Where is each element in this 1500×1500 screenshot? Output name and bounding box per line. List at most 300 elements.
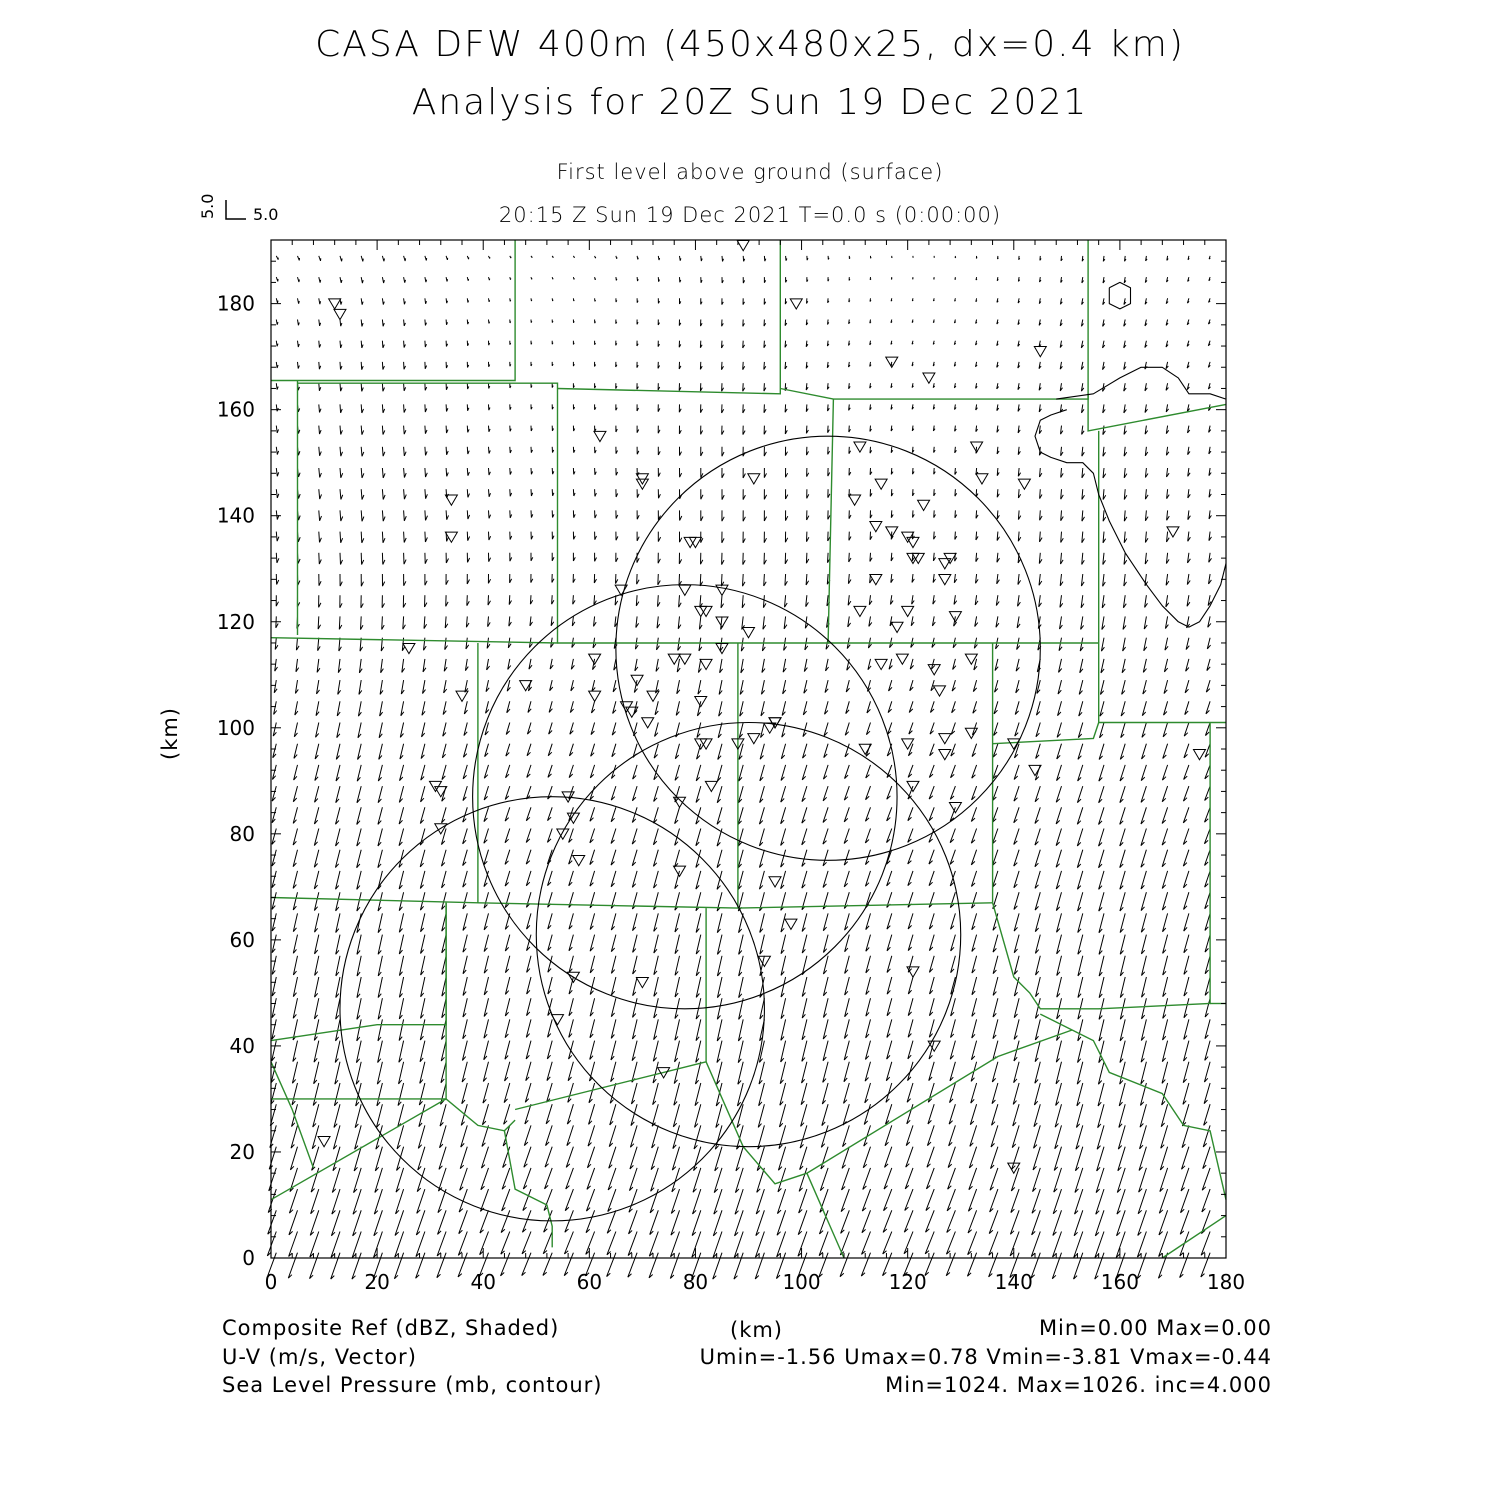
- wind-vector: [655, 701, 658, 715]
- wind-vector: [336, 913, 340, 932]
- wind-vector: [849, 256, 850, 259]
- wind-vector: [1120, 892, 1125, 911]
- wind-vector: [399, 829, 404, 846]
- wind-vector: [912, 341, 913, 345]
- wind-vector: [505, 850, 510, 865]
- wind-vector: [396, 1168, 404, 1192]
- wind-vector: [954, 383, 956, 388]
- wind-vector: [1124, 383, 1127, 391]
- wind-vector: [272, 850, 276, 866]
- wind-vector: [891, 489, 893, 496]
- station-marker-icon: [1018, 479, 1030, 489]
- wind-vector: [976, 383, 978, 388]
- wind-vector: [658, 574, 661, 585]
- wind-vector: [612, 744, 616, 757]
- wind-vector: [396, 1189, 404, 1214]
- wind-vector: [698, 680, 701, 694]
- wind-vector: [382, 341, 384, 348]
- station-marker-icon: [679, 654, 691, 664]
- wind-vector: [421, 913, 425, 931]
- wind-vector: [336, 786, 340, 803]
- wind-vector: [739, 935, 744, 955]
- wind-vector: [531, 574, 533, 583]
- wind-vector: [446, 510, 448, 519]
- wind-vector: [1120, 935, 1125, 955]
- x-tick-label: 120: [888, 1270, 927, 1294]
- wind-vector: [510, 426, 511, 432]
- wind-vector: [531, 510, 533, 517]
- vector-key-v-label: 5.0: [198, 193, 217, 219]
- wind-vector: [314, 892, 318, 910]
- wind-vector: [551, 616, 554, 625]
- wind-vector: [807, 489, 809, 498]
- wind-vector: [338, 659, 341, 673]
- wind-vector: [946, 1253, 955, 1276]
- wind-vector: [673, 1104, 679, 1127]
- wind-vector: [806, 320, 808, 326]
- wind-vector: [657, 616, 660, 628]
- wind-vector: [1039, 426, 1041, 434]
- wind-vector: [1057, 935, 1062, 954]
- wind-vector: [1187, 320, 1189, 325]
- wind-vector: [608, 1168, 616, 1190]
- wind-vector: [1082, 298, 1084, 304]
- wind-vector: [319, 341, 321, 348]
- wind-vector: [1057, 765, 1062, 781]
- wind-vector: [526, 829, 531, 843]
- wind-vector: [967, 1253, 976, 1277]
- wind-vector: [929, 956, 934, 973]
- wind-vector: [906, 1125, 913, 1145]
- county-boundary: [271, 383, 558, 643]
- wind-vector: [658, 532, 660, 542]
- wind-vector: [738, 1062, 743, 1085]
- wind-vector: [441, 1041, 446, 1062]
- wind-vector: [319, 404, 321, 412]
- station-marker-icon: [1193, 750, 1205, 760]
- wind-vector: [502, 1168, 510, 1189]
- wind-vector: [467, 320, 468, 325]
- wind-vector: [290, 1147, 297, 1170]
- wind-vector: [828, 426, 830, 433]
- wind-vector: [866, 765, 871, 778]
- y-tick-label: 0: [242, 1246, 255, 1270]
- wind-vector: [382, 256, 384, 261]
- wind-vector: [781, 977, 786, 997]
- wind-vector: [933, 298, 934, 301]
- wind-vector: [361, 341, 363, 348]
- wind-vector: [1166, 320, 1168, 326]
- station-marker-icon: [769, 877, 781, 887]
- wind-vector: [1145, 532, 1148, 543]
- wind-vector: [1055, 1125, 1062, 1148]
- wind-vector: [891, 447, 893, 453]
- wind-vector: [692, 1210, 701, 1235]
- wind-vector: [739, 977, 744, 998]
- x-tick-label: 80: [682, 1270, 709, 1294]
- wind-vector: [696, 956, 701, 976]
- wind-vector: [335, 1041, 340, 1063]
- wind-vector: [848, 616, 851, 627]
- wind-vector: [595, 489, 597, 496]
- footer-field3-label: Sea Level Pressure (mb, contour): [222, 1373, 603, 1397]
- wind-vector: [340, 574, 342, 586]
- wind-vector: [1137, 1232, 1146, 1258]
- wind-vector: [484, 807, 489, 821]
- wind-vector: [357, 935, 361, 955]
- wind-vector: [527, 744, 531, 756]
- wind-vector: [764, 404, 766, 412]
- wind-vector: [1120, 1062, 1126, 1084]
- wind-vector: [950, 829, 955, 843]
- wind-vector: [1082, 532, 1085, 543]
- wind-vector: [887, 935, 892, 951]
- wind-vector: [531, 489, 533, 496]
- wind-vector: [955, 404, 957, 409]
- wind-vector: [611, 913, 616, 930]
- wind-vector: [1162, 786, 1167, 802]
- wind-vector: [291, 1125, 298, 1148]
- wind-vector: [906, 1147, 913, 1168]
- wind-vector: [1162, 807, 1168, 823]
- wind-vector: [1035, 892, 1040, 910]
- wind-vector: [658, 595, 661, 606]
- wind-vector: [1160, 1168, 1168, 1192]
- wind-vector: [552, 256, 553, 258]
- wind-vector: [446, 320, 447, 325]
- wind-vector: [552, 447, 554, 453]
- wind-vector: [1184, 723, 1189, 737]
- wind-vector: [955, 468, 957, 475]
- wind-vector: [673, 1125, 680, 1148]
- wind-vector: [483, 1062, 488, 1082]
- station-marker-icon: [939, 559, 951, 569]
- wind-vector: [382, 532, 385, 543]
- wind-vector: [912, 404, 914, 409]
- wind-vector: [656, 659, 659, 672]
- wind-vector: [933, 341, 934, 345]
- wind-vector: [827, 362, 829, 368]
- wind-vector: [1018, 320, 1020, 325]
- wind-vector: [1099, 786, 1104, 803]
- wind-vector: [1205, 723, 1210, 736]
- wind-vector: [760, 786, 765, 803]
- wind-vector: [1141, 1062, 1147, 1084]
- map-subtitle: First level above ground (surface): [556, 160, 944, 184]
- wind-vector: [378, 956, 382, 976]
- wind-vector: [633, 977, 638, 996]
- wind-vector: [828, 277, 829, 281]
- wind-vector: [404, 426, 406, 435]
- wind-vector: [404, 510, 407, 521]
- wind-vector: [276, 320, 278, 325]
- wind-vector: [311, 1168, 319, 1192]
- wind-vector: [527, 913, 532, 929]
- wind-vector: [630, 1147, 637, 1169]
- station-marker-icon: [902, 606, 914, 616]
- wind-vector: [594, 616, 597, 626]
- wind-vector: [424, 638, 427, 651]
- wind-vector: [785, 426, 787, 434]
- wind-vector: [1080, 659, 1083, 673]
- wind-vector: [806, 404, 808, 411]
- wind-vector: [1096, 1168, 1104, 1193]
- wind-vector: [505, 786, 510, 799]
- wind-vector: [425, 341, 427, 347]
- wind-vector: [404, 468, 407, 478]
- axis-ticks: [217, 240, 1245, 1294]
- wind-vector: [743, 277, 744, 283]
- wind-vector: [487, 638, 490, 649]
- wind-vector: [467, 404, 469, 410]
- wind-vector: [315, 977, 319, 997]
- wind-vector: [319, 447, 322, 456]
- wind-vector: [1011, 1189, 1019, 1213]
- wind-vector: [527, 998, 532, 1016]
- wind-vector: [404, 553, 407, 564]
- wind-vector: [891, 341, 892, 345]
- wind-vector: [719, 701, 722, 716]
- wind-vector: [319, 256, 321, 261]
- wind-vector: [1181, 1168, 1189, 1191]
- slp-contour: [1109, 282, 1130, 309]
- wind-vector: [968, 1189, 976, 1211]
- wind-vector: [382, 553, 385, 565]
- wind-vector: [315, 765, 319, 781]
- wind-vector: [379, 723, 382, 738]
- wind-vector: [970, 1104, 976, 1125]
- wind-vector: [1142, 977, 1147, 997]
- wind-vector: [504, 1104, 510, 1124]
- wind-vector: [637, 362, 638, 368]
- wind-vector: [611, 829, 616, 844]
- wind-vector: [378, 892, 382, 911]
- wind-vector: [1035, 850, 1040, 867]
- wind-vector: [1188, 277, 1190, 281]
- wind-vector: [865, 1083, 871, 1103]
- wind-vector: [721, 574, 723, 586]
- wind-vector: [823, 977, 828, 996]
- wind-vector: [840, 1253, 849, 1277]
- wind-vector: [722, 426, 724, 435]
- wind-vector: [929, 913, 934, 929]
- wind-vector: [276, 553, 279, 563]
- wind-vector: [382, 595, 384, 608]
- wind-vector: [993, 807, 998, 822]
- wind-vector: [314, 1062, 319, 1084]
- wind-vector: [997, 404, 999, 410]
- wind-vector: [531, 404, 532, 409]
- wind-vector: [655, 723, 659, 737]
- wind-vector: [524, 1147, 531, 1168]
- wind-vector: [993, 998, 998, 1017]
- wind-vector: [526, 850, 531, 864]
- wind-vector: [1209, 277, 1210, 281]
- wind-vector: [272, 1041, 277, 1061]
- wind-vector: [484, 871, 489, 887]
- wind-vector: [802, 871, 807, 888]
- wind-vector: [845, 998, 850, 1017]
- wind-vector: [1056, 786, 1061, 802]
- wind-vector: [701, 468, 703, 478]
- wind-vector: [1184, 744, 1189, 758]
- x-tick-label: 40: [470, 1270, 496, 1294]
- wind-vector: [785, 320, 787, 326]
- wind-vector: [1061, 447, 1063, 456]
- wind-vector: [1167, 468, 1170, 477]
- x-tick-label: 160: [1100, 1270, 1139, 1294]
- wind-vector: [869, 595, 872, 605]
- wind-vector: [1097, 1147, 1104, 1171]
- wind-vector: [611, 956, 616, 974]
- station-marker-icon: [1034, 347, 1046, 357]
- wind-vector: [484, 892, 489, 908]
- wind-vector: [1167, 277, 1169, 282]
- wind-vector: [658, 489, 660, 498]
- wind-vector: [785, 447, 787, 456]
- wind-vector: [331, 1210, 340, 1236]
- wind-vector: [404, 574, 406, 586]
- wind-vector: [1201, 1210, 1210, 1233]
- wind-vector: [740, 680, 743, 694]
- wind-vector: [1123, 595, 1126, 608]
- wind-vector: [1188, 468, 1190, 476]
- wind-vector: [489, 341, 490, 346]
- wind-vector: [467, 510, 469, 519]
- wind-vector: [891, 510, 893, 517]
- wind-vector: [764, 277, 765, 283]
- wind-vector: [779, 1104, 785, 1127]
- wind-vector: [671, 1210, 680, 1235]
- wind-vector: [950, 786, 955, 799]
- wind-vector: [502, 1189, 510, 1211]
- wind-vector: [335, 850, 340, 868]
- wind-vector: [526, 1062, 531, 1081]
- wind-vector: [531, 277, 532, 279]
- wind-vector: [489, 510, 491, 518]
- wind-vector: [1183, 1083, 1189, 1104]
- wind-vector: [268, 1210, 277, 1234]
- wind-vector: [399, 1041, 404, 1063]
- wind-vector: [509, 595, 511, 604]
- wind-vector: [378, 998, 382, 1019]
- wind-vector: [807, 298, 808, 303]
- wind-vector: [1186, 638, 1189, 650]
- wind-vector: [361, 510, 364, 521]
- wind-vector: [758, 1104, 764, 1127]
- wind-vector: [802, 913, 807, 931]
- wind-vector: [573, 277, 574, 279]
- wind-vector: [573, 298, 574, 301]
- wind-vector: [722, 468, 724, 478]
- wind-vector: [891, 298, 892, 301]
- wind-vector: [970, 1125, 977, 1146]
- wind-vector: [467, 256, 468, 259]
- wind-vector: [526, 892, 531, 907]
- wind-vector: [1138, 1189, 1146, 1214]
- wind-vector: [1061, 489, 1064, 499]
- wind-vector: [292, 1062, 297, 1084]
- wind-vector: [696, 913, 701, 932]
- wind-vector: [933, 426, 935, 431]
- wind-vector: [849, 298, 850, 302]
- wind-vector: [1205, 935, 1210, 953]
- wind-vector: [996, 616, 999, 627]
- wind-vector: [777, 1210, 786, 1235]
- wind-vector: [586, 1189, 594, 1211]
- wind-vector: [759, 850, 764, 868]
- wind-vector: [1103, 532, 1106, 543]
- wind-vector: [527, 956, 531, 973]
- wind-vector: [1060, 341, 1062, 348]
- wind-vector: [1103, 468, 1106, 478]
- wind-vector: [608, 1189, 616, 1212]
- wind-vector: [1103, 447, 1106, 457]
- wind-vector: [806, 574, 809, 585]
- wind-vector: [357, 892, 361, 911]
- wind-vector: [531, 320, 532, 323]
- wind-vector: [680, 489, 682, 499]
- wind-vector: [531, 532, 533, 540]
- wind-vector: [908, 1041, 913, 1059]
- wind-vector: [545, 1168, 553, 1189]
- wind-vector: [355, 1104, 361, 1128]
- wind-vector: [336, 935, 340, 955]
- wind-vector: [552, 404, 553, 409]
- wind-vector: [361, 362, 363, 370]
- wind-vector: [715, 1147, 722, 1171]
- county-boundary: [1040, 1014, 1226, 1200]
- wind-vector: [399, 786, 403, 802]
- wind-vector: [1162, 829, 1168, 846]
- wind-vector: [1035, 807, 1040, 823]
- wind-vector: [658, 468, 660, 477]
- wind-vector: [995, 659, 998, 671]
- wind-vector: [382, 383, 384, 391]
- wind-vector: [589, 1104, 595, 1124]
- wind-vector: [616, 532, 618, 541]
- wind-vector: [933, 404, 935, 409]
- wind-vector: [1036, 956, 1041, 975]
- wind-vector: [913, 468, 915, 474]
- wind-vector: [1209, 447, 1211, 454]
- station-marker-icon: [896, 654, 908, 664]
- wind-vector: [314, 998, 318, 1019]
- wind-vector: [400, 744, 404, 759]
- wind-vector: [1209, 574, 1212, 584]
- wind-vector: [828, 447, 830, 455]
- wind-vector: [505, 1019, 510, 1037]
- wind-vector: [552, 510, 554, 517]
- station-marker-icon: [849, 495, 861, 505]
- wind-vector: [633, 913, 638, 930]
- wind-vector: [781, 871, 786, 889]
- wind-vector: [357, 807, 362, 824]
- wind-vector: [997, 553, 1000, 563]
- wind-vector: [994, 723, 998, 736]
- wind-vector: [782, 701, 786, 715]
- wind-vector: [848, 574, 851, 584]
- station-marker-icon: [705, 781, 717, 791]
- wind-vector: [319, 595, 321, 607]
- wind-vector: [1055, 1104, 1061, 1127]
- wind-vector: [564, 1232, 573, 1255]
- wind-vector: [632, 850, 637, 866]
- station-marker-icon: [928, 1041, 940, 1051]
- wind-vector: [1141, 935, 1146, 954]
- wind-vector: [701, 447, 703, 456]
- wind-vector: [336, 807, 341, 824]
